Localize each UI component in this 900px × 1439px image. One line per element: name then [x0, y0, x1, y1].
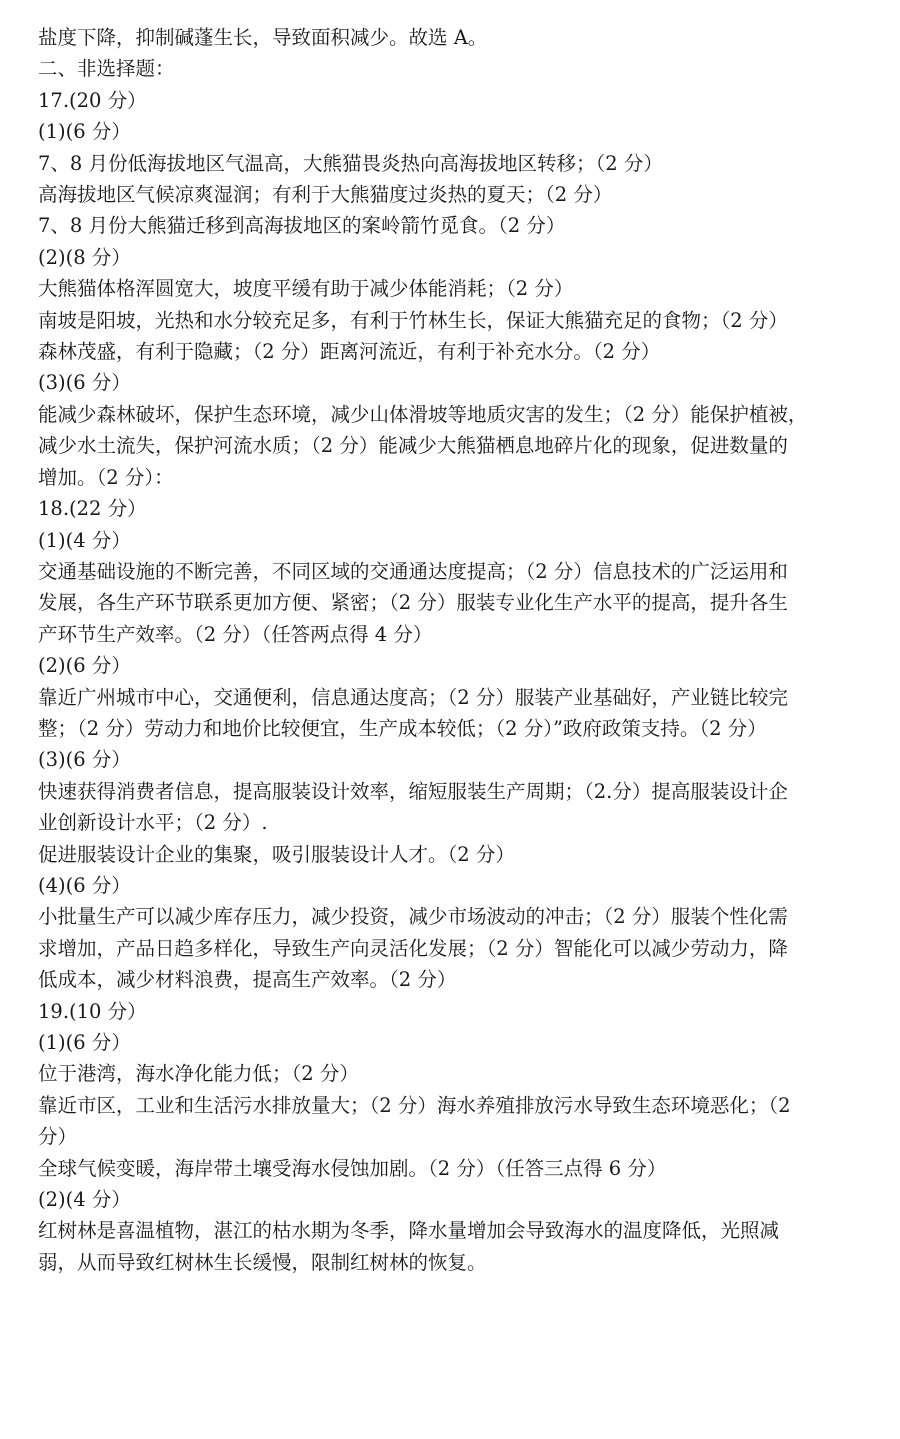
- question-heading: 18.(22 分）: [38, 497, 147, 521]
- text-line: 分）: [38, 1125, 78, 1149]
- text-line: 位于港湾，海水净化能力低；（2 分）: [38, 1062, 359, 1086]
- text-line: 快速获得消费者信息，提高服装设计效率，缩短服装生产周期；（2.分）提高服装设计企: [38, 779, 788, 803]
- sub-question-heading: (2)(8 分）: [38, 245, 131, 269]
- question-heading: 19.(10 分）: [38, 999, 147, 1023]
- text-line: 交通基础设施的不断完善，不同区域的交通通达度提高；（2 分）信息技术的广泛运用和: [38, 559, 788, 583]
- text-line: 靠近市区，工业和生活污水排放量大；（2 分）海水养殖排放污水导致生态环境恶化；（2: [38, 1093, 791, 1117]
- sub-question-heading: (4)(6 分）: [38, 873, 131, 897]
- text-line: 盐度下降，抑制碱蓬生长，导致面积减少。故选 A。: [38, 26, 488, 49]
- text-line: 能减少森林破坏，保护生态环境，减少山体滑坡等地质灾害的发生；（2 分）能保护植被，: [38, 402, 808, 426]
- question-heading: 17.(20 分）: [38, 88, 147, 112]
- text-line: 求增加，产品日趋多样化，导致生产向灵活化发展；（2 分）智能化可以减少劳动力，降: [38, 936, 788, 960]
- sub-question-heading: (3)(6 分）: [38, 371, 131, 395]
- text-line: 产环节生产效率。（2 分）（任答两点得 4 分）: [38, 622, 433, 646]
- text-line: 7、8 月份低海拔地区气温高，大熊猫畏炎热向高海拔地区转移；（2 分）: [38, 151, 663, 175]
- sub-question-heading: (2)(4 分）: [38, 1188, 131, 1212]
- text-line: 促进服装设计企业的集聚，吸引服装设计人才。（2 分）: [38, 842, 515, 866]
- text-line: 靠近广州城市中心，交通便利，信息通达度高；（2 分）服装产业基础好，产业链比较完: [38, 685, 788, 709]
- sub-question-heading: (2)(6 分）: [38, 654, 131, 678]
- text-line: 大熊猫体格浑圆宽大，坡度平缓有助于减少体能消耗；（2 分）: [38, 277, 574, 301]
- text-line: 全球气候变暖，海岸带土壤受海水侵蚀加剧。（2 分）（任答三点得 6 分）: [38, 1156, 667, 1180]
- text-line: 森林茂盛，有利于隐藏；（2 分）距离河流近，有利于补充水分。（2 分）: [38, 340, 661, 364]
- text-line: 业创新设计水平；（2 分）.: [38, 811, 268, 835]
- sub-question-heading: (1)(4 分）: [38, 528, 131, 552]
- sub-question-heading: (1)(6 分）: [38, 120, 131, 144]
- text-line: 低成本，减少材料浪费，提高生产效率。（2 分）: [38, 968, 457, 992]
- text-line: 整；（2 分）劳动力和地价比较便宜，生产成本较低；（2 分）”政府政策支持。（2 分）: [38, 716, 767, 740]
- text-line: 高海拔地区气候凉爽湿润；有利于大熊猫度过炎热的夏天；（2 分）: [38, 183, 613, 207]
- text-line: 增加。（2 分）：: [38, 465, 174, 489]
- text-line: 弱，从而导致红树林生长缓慢，限制红树林的恢复。: [38, 1250, 487, 1274]
- text-line: 7、8 月份大熊猫迁移到高海拔地区的案岭箭竹觅食。（2 分）: [38, 214, 566, 238]
- text-line: 发展，各生产环节联系更加方便、紧密；（2 分）服装专业化生产水平的提高，提升各生: [38, 591, 788, 615]
- text-line: 南坡是阳坡，光热和水分较充足多，有利于竹林生长，保证大熊猫充足的食物；（2 分）: [38, 308, 788, 332]
- sub-question-heading: (1)(6 分）: [38, 1031, 131, 1054]
- text-line: 红树林是喜温植物，湛江的枯水期为冬季，降水量增加会导致海水的温度降低，光照减: [38, 1219, 780, 1243]
- section-heading: 二、非选择题：: [38, 57, 175, 81]
- text-line: 减少水土流失，保护河流水质；（2 分）能减少大熊猫栖息地碎片化的现象，促进数量的: [38, 434, 788, 458]
- sub-question-heading: (3)(6 分）: [38, 748, 131, 772]
- text-line: 小批量生产可以减少库存压力，减少投资，减少市场波动的冲击；（2 分）服装个性化需: [38, 905, 788, 929]
